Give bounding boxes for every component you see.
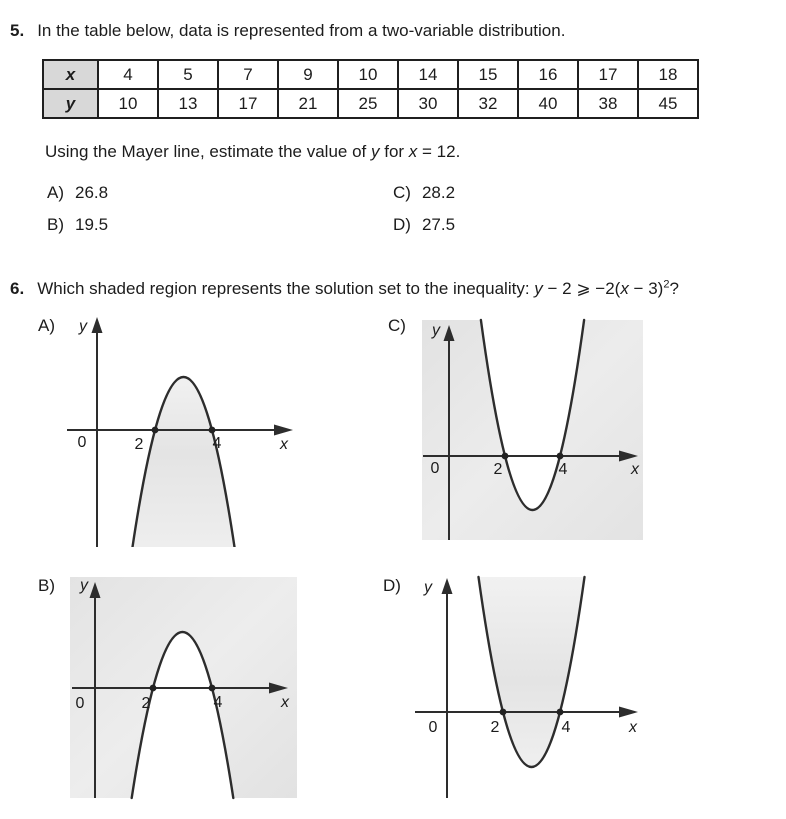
q5-question-text [45, 142, 460, 162]
tick-label-2: 2 [134, 436, 144, 453]
option-b-value: 19.5 [75, 215, 109, 234]
option-a-value: 26.8 [75, 183, 109, 202]
question-5-number: 5. [10, 21, 25, 40]
option-d [393, 215, 455, 235]
root-dot-2 [500, 709, 507, 716]
x-axis-label: x [629, 719, 637, 736]
x-cell: 10 [338, 60, 398, 89]
root-dot-4 [557, 453, 564, 460]
option-c [393, 183, 455, 203]
y-cell: 40 [518, 89, 578, 118]
graph-d-plot [385, 570, 650, 810]
question-mark: ? [669, 279, 679, 298]
y-cell: 25 [338, 89, 398, 118]
graph-a-label: A) [38, 316, 55, 335]
y-axis-label: y [424, 579, 432, 596]
y-cell: 21 [278, 89, 338, 118]
origin-label: 0 [430, 460, 440, 477]
graph-b-label: B) [38, 576, 55, 595]
x-variable: x [620, 279, 629, 298]
x-cell: 16 [518, 60, 578, 89]
question-6-number: 6. [10, 279, 25, 298]
y-axis-label: y [79, 318, 87, 335]
x-axis-arrow [274, 425, 293, 436]
x-axis-label: x [631, 461, 639, 478]
inequality-segment: − 2 ⩾ −2( [542, 279, 621, 298]
x-cell: 9 [278, 60, 338, 89]
table-row-x [43, 60, 698, 89]
q5-question-mid: for [379, 142, 409, 161]
q6-prompt-text: Which shaded region represents the solution set to the inequality: [37, 279, 535, 298]
inequality-segment: − 3) [628, 279, 664, 298]
question-5-line [10, 20, 565, 41]
y-cell: 30 [398, 89, 458, 118]
x-cell: 17 [578, 60, 638, 89]
tick-label-4: 4 [561, 719, 571, 736]
y-cell: 38 [578, 89, 638, 118]
y-axis-arrow [92, 317, 103, 333]
x-axis-label: x [281, 694, 289, 711]
y-cell: 45 [638, 89, 698, 118]
root-dot-4 [209, 427, 216, 434]
option-d-value: 27.5 [421, 215, 456, 234]
graph-c-label: C) [388, 316, 406, 335]
y-axis-label: y [432, 322, 440, 339]
question-6-line [10, 278, 679, 299]
y-variable: y [534, 279, 543, 298]
option-a [47, 183, 108, 203]
tick-label-4: 4 [558, 461, 568, 478]
option-d-label: D) [393, 215, 411, 234]
tick-label-4: 4 [213, 694, 223, 711]
tick-label-2: 2 [490, 719, 500, 736]
graph-a-plot [60, 315, 305, 547]
graph-c-plot [410, 315, 660, 545]
x-variable: x [408, 142, 418, 161]
option-c-label: C) [393, 183, 411, 202]
root-dot-4 [209, 685, 216, 692]
root-dot-4 [557, 709, 564, 716]
question-5-prompt: In the table below, data is represented from a two-variable distribution. [37, 21, 566, 40]
root-dot-2 [152, 427, 159, 434]
tick-label-4: 4 [212, 435, 222, 452]
x-cell: 18 [638, 60, 698, 89]
tick-label-2: 2 [493, 461, 503, 478]
graph-d-label: D) [383, 576, 401, 595]
q5-question-post: = 12. [417, 142, 461, 161]
x-axis-arrow [619, 707, 638, 718]
x-cell: 4 [98, 60, 158, 89]
exponent: 2 [663, 278, 670, 291]
option-b-label: B) [47, 215, 64, 234]
table-row-y [43, 89, 698, 118]
option-a-label: A) [47, 183, 64, 202]
question-6-prompt [37, 278, 679, 299]
y-variable: y [371, 142, 380, 161]
option-c-value: 28.2 [421, 183, 456, 202]
y-cell: 13 [158, 89, 218, 118]
root-dot-2 [502, 453, 509, 460]
q5-data-table [42, 59, 699, 119]
y-cell: 17 [218, 89, 278, 118]
y-axis-arrow [442, 578, 453, 594]
row-header-y: y [43, 89, 98, 118]
y-axis-label: y [80, 577, 88, 594]
x-axis-label: x [280, 436, 288, 453]
x-cell: 15 [458, 60, 518, 89]
q5-question-pre: Using the Mayer line, estimate the value of [45, 142, 371, 161]
x-cell: 5 [158, 60, 218, 89]
y-cell: 10 [98, 89, 158, 118]
root-dot-2 [150, 685, 157, 692]
graph-b-plot [60, 570, 305, 810]
option-b [47, 215, 108, 235]
tick-label-2: 2 [141, 695, 151, 712]
origin-label: 0 [428, 719, 438, 736]
origin-label: 0 [75, 695, 85, 712]
y-cell: 32 [458, 89, 518, 118]
x-cell: 7 [218, 60, 278, 89]
x-cell: 14 [398, 60, 458, 89]
origin-label: 0 [77, 434, 87, 451]
row-header-x: x [43, 60, 98, 89]
